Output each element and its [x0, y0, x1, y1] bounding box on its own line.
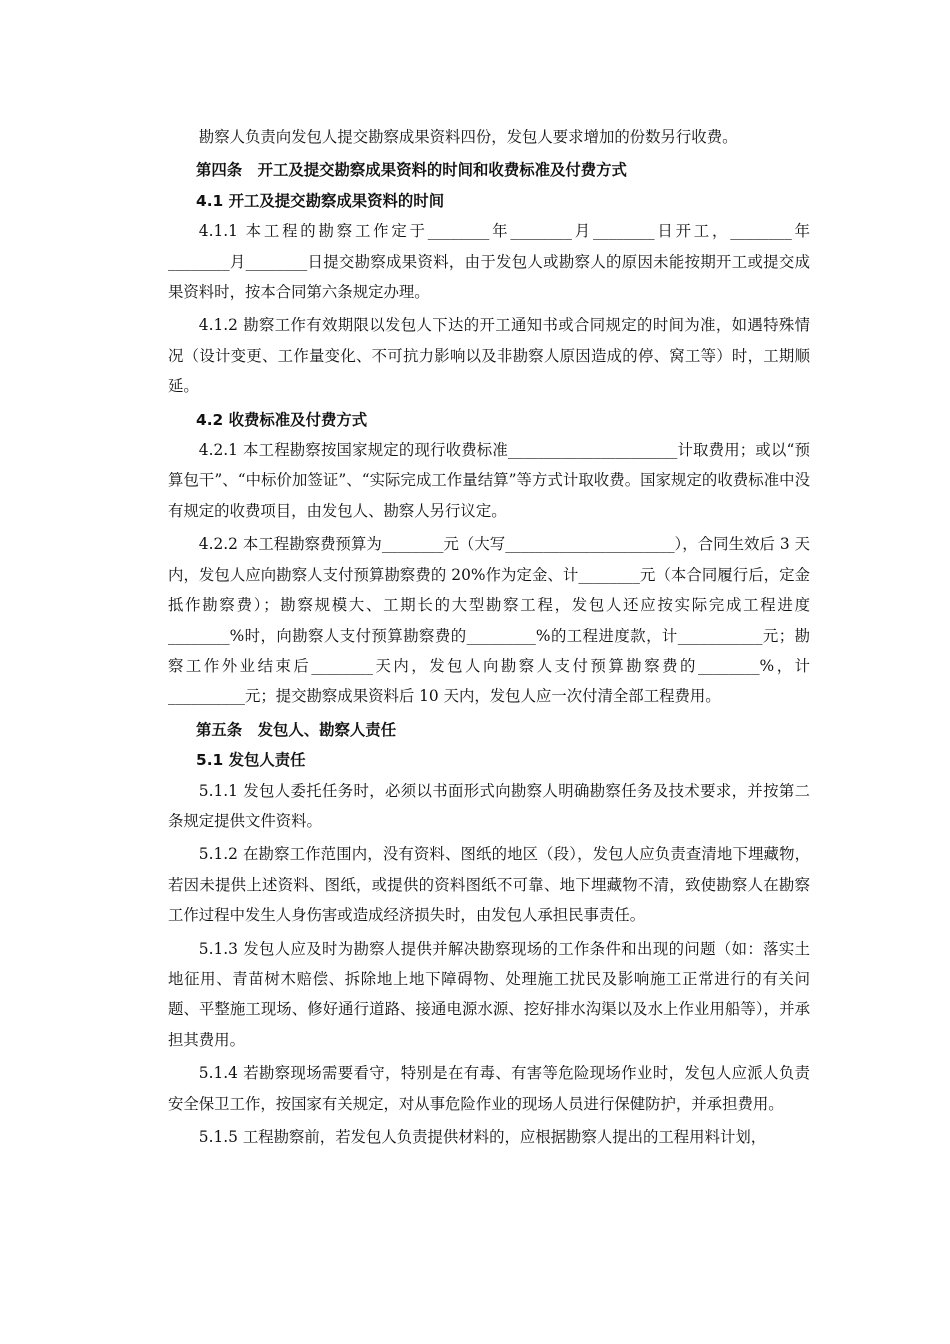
paragraph-5-1-5: 5.1.5 工程勘察前，若发包人负责提供材料的，应根据勘察人提出的工程用料计划，	[198, 1128, 767, 1146]
paragraph-5-1-1: 5.1.1 发包人委托任务时，必须以书面形式向勘察人明确勘察任务及技术要求，并按第二条规定提供文件资料。	[168, 781, 810, 830]
heading-5-1: 5.1 发包人责任	[196, 751, 306, 770]
heading-4-1: 4.1 开工及提交勘察成果资料的时间	[196, 191, 445, 210]
paragraph-copies: 勘察人负责向发包人提交勘察成果资料四份，发包人要求增加的份数另行收费。	[198, 128, 738, 146]
paragraph-5-1-4: 5.1.4 若勘察现场需要看守，特别是在有毒、有害等危险现场作业时，发包人应派人负责安全保卫工作，按国家有关规定，对从事危险作业的现场人员进行保健防护，并承担费用。	[168, 1064, 810, 1113]
heading-4-2: 4.2 收费标准及付费方式	[196, 410, 368, 429]
heading-article-5: 第五条 发包人、勘察人责任	[196, 720, 397, 739]
paragraph-5-1-2: 5.1.2 在勘察工作范围内，没有资料、图纸的地区（段），发包人应负责查清地下埋藏物，若因未提供上述资料、图纸，或提供的资料图纸不可靠、地下埋藏物不清，致使勘察人在勘察工作过程中发生人身伤害或造成经济损失时，由发包人承担民事责任。	[168, 845, 810, 925]
paragraph-5-1-3: 5.1.3 发包人应及时为勘察人提供并解决勘察现场的工作条件和出现的问题（如：落实土地征用、青苗树木赔偿、拆除地上地下障碍物、处理施工扰民及影响施工正常进行的有关问题、平整施工现场、修好通行道路、接通电源水源、挖好排水沟渠以及水上作业用船等），并承担其费用。	[168, 939, 810, 1049]
paragraph-4-1-2: 4.1.2 勘察工作有效期限以发包人下达的开工通知书或合同规定的时间为准，如遇特殊情况（设计变更、工作量变化、不可抗力影响以及非勘察人原因造成的停、窝工等）时，工期顺延。	[168, 316, 810, 396]
paragraph-4-1-1: 4.1.1 本工程的勘察工作定于________年________月________日开工，________年________月________日提交勘察成果资料，由于发包人或勘察人的原因未能按期开工或提交成果资料时，按本合同第六条规定办理。	[168, 222, 810, 302]
paragraph-4-2-1: 4.2.1 本工程勘察按国家规定的现行收费标准______________________计取费用；或以“预算包干”、“中标价加签证”、“实际完成工作量结算”等方式计取收费。国家规定的收费标准中没有规定的收费项目，由发包人、勘察人另行议定。	[168, 441, 810, 520]
paragraph-4-2-2: 4.2.2 本工程勘察费预算为________元（大写______________________），合同生效后 3 天内，发包人应向勘察人支付预算勘察费的 20%作为定金、计________元（本合同履行后，定金抵作勘察费）；勘察规模大、工期长的大型勘察工程，发包人还应按实际完成工程进度________%时，向勘察人支付预算勘察费的_________%的工程进度款，计___________元；勘察工作外业结束后________天内，发包人向勘察人支付预算勘察费的________%，计__________元；提交勘察成果资料后 10 天内，发包人应一次付清全部工程费用。	[168, 535, 810, 706]
heading-article-4: 第四条 开工及提交勘察成果资料的时间和收费标准及付费方式	[196, 161, 627, 180]
